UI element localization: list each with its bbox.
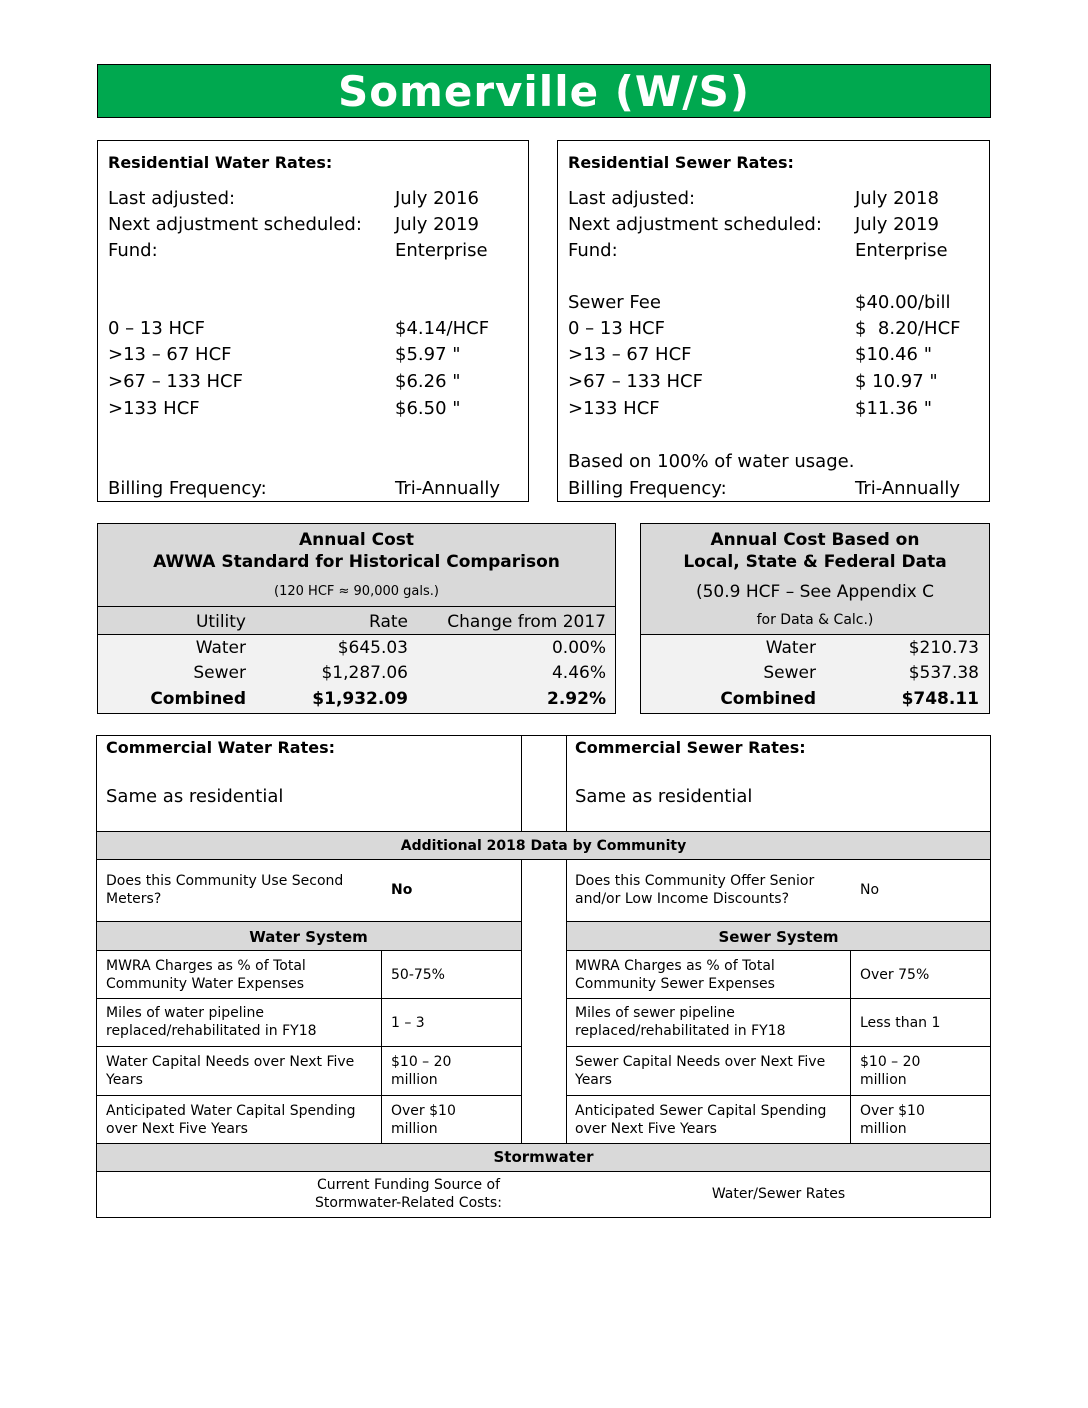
commercial-water-heading: Commercial Water Rates: [106, 738, 336, 757]
sewer-next-adjustment-value: July 2019 [855, 214, 939, 235]
commercial-additional-table [96, 735, 991, 1218]
awwa-header [98, 524, 615, 606]
awwa-row-utility: Water [195, 638, 246, 658]
local-row-utility: Sewer [763, 663, 816, 683]
water-fund-label: Fund: [108, 240, 158, 261]
residential-sewer-heading: Residential Sewer Rates: [568, 153, 794, 172]
commercial-water-text: Same as residential [106, 786, 284, 807]
sewer-usage-note: Based on 100% of water usage. [568, 451, 855, 472]
page-title: Somerville (W/S) [97, 64, 991, 118]
local-body [641, 635, 989, 713]
sewer-tier-rate: $11.36 " [855, 398, 932, 419]
water-row-question: Water Capital Needs over Next Five Years [106, 1054, 355, 1088]
divider [566, 735, 567, 831]
sewer-tier-rate: $10.46 " [855, 344, 932, 365]
divider [96, 859, 991, 860]
local-row-value: $537.38 [908, 663, 979, 683]
awwa-row-utility: Sewer [193, 663, 246, 683]
awwa-title: Annual Cost [298, 530, 415, 550]
sewer-tier-label: >67 – 133 HCF [568, 371, 703, 392]
water-tier-rate: $6.26 " [395, 371, 461, 392]
awwa-row-rate: $1,287.06 [321, 663, 408, 683]
sewer-row-answer: $10 – 20 million [860, 1054, 921, 1088]
local-title-line2: Local, State & Federal Data [683, 552, 947, 572]
divider [96, 1171, 991, 1172]
divider [566, 921, 991, 922]
sewer-billing-frequency-label: Billing Frequency: [568, 478, 727, 499]
water-row-answer: 1 – 3 [391, 1015, 425, 1031]
divider [521, 859, 522, 1143]
discounts-answer: No [860, 882, 880, 898]
divider [96, 1143, 991, 1144]
sewer-tier-label: 0 – 13 HCF [568, 318, 665, 339]
water-system-heading: Water System [249, 928, 368, 946]
awwa-row-rate: $645.03 [337, 638, 408, 658]
stormwater-answer: Water/Sewer Rates [711, 1186, 846, 1202]
col-change: Change from 2017 [447, 612, 606, 632]
local-row-value: $748.11 [901, 689, 979, 709]
local-row-value: $210.73 [908, 638, 979, 658]
awwa-body [98, 635, 615, 713]
water-row-answer: Over $10 million [391, 1103, 456, 1137]
divider [521, 735, 522, 831]
water-tier-label: 0 – 13 HCF [108, 318, 205, 339]
water-row-question: MWRA Charges as % of Total Community Water Expenses [106, 958, 306, 992]
sewer-fund-value: Enterprise [855, 240, 948, 261]
divider [96, 1095, 521, 1096]
awwa-row-rate: $1,932.09 [312, 689, 408, 709]
water-row-answer: $10 – 20 million [391, 1054, 452, 1088]
col-utility: Utility [195, 612, 246, 632]
sewer-row-question: MWRA Charges as % of Total Community Sewer Expenses [575, 958, 775, 992]
discounts-question: Does this Community Offer Senior and/or Low Income Discounts? [575, 873, 815, 907]
sewer-tier-label: >13 – 67 HCF [568, 344, 692, 365]
col-rate: Rate [369, 612, 408, 632]
sewer-tier-rate: $ 10.97 " [855, 371, 938, 392]
residential-sewer-rates-box [557, 140, 990, 502]
sewer-fund-label: Fund: [568, 240, 618, 261]
water-tier-rate: $6.50 " [395, 398, 461, 419]
awwa-subtitle-heading: AWWA Standard for Historical Comparison [153, 552, 560, 572]
divider [96, 998, 521, 999]
annual-cost-local-table [640, 523, 990, 714]
annual-cost-awwa-table [97, 523, 616, 714]
water-billing-frequency-value: Tri-Annually [395, 478, 501, 499]
divider [566, 950, 991, 951]
divider [566, 1046, 991, 1047]
local-row-utility: Combined [720, 689, 816, 709]
sewer-tier-label: >133 HCF [568, 398, 660, 419]
sewer-last-adjusted-label: Last adjusted: [568, 188, 696, 209]
sewer-row-question: Anticipated Sewer Capital Spending over Next Five Years [575, 1103, 827, 1137]
water-row-question: Anticipated Water Capital Spending over Next Five Years [106, 1103, 356, 1137]
sewer-fee-label: Sewer Fee [568, 292, 661, 313]
water-row-question: Miles of water pipeline replaced/rehabilitated in FY18 [106, 1005, 317, 1039]
second-meters-answer: No [391, 882, 413, 898]
sewer-last-adjusted-value: July 2018 [855, 188, 939, 209]
commercial-sewer-text: Same as residential [575, 786, 753, 807]
divider [566, 859, 567, 1143]
awwa-row-utility: Combined [150, 689, 246, 709]
sewer-row-answer: Over 75% [860, 967, 930, 983]
local-header [641, 524, 989, 635]
local-title: Annual Cost Based on [710, 530, 920, 550]
water-fund-value: Enterprise [395, 240, 488, 261]
awwa-row-change: 2.92% [547, 689, 606, 709]
sewer-next-adjustment-label: Next adjustment scheduled: [568, 214, 822, 235]
divider [566, 998, 991, 999]
sewer-row-question: Sewer Capital Needs over Next Five Years [575, 1054, 826, 1088]
sewer-row-answer: Over $10 million [860, 1103, 925, 1137]
water-tier-label: >13 – 67 HCF [108, 344, 232, 365]
awwa-column-headers [98, 606, 615, 635]
water-last-adjusted-value: July 2016 [395, 188, 479, 209]
awwa-row-change: 0.00% [551, 638, 606, 658]
water-tier-rate: $5.97 " [395, 344, 461, 365]
water-tier-label: >133 HCF [108, 398, 200, 419]
sewer-fee-value: $40.00/bill [855, 292, 951, 313]
divider [96, 950, 521, 951]
stormwater-question: Current Funding Source of Stormwater-Related Costs: [315, 1177, 502, 1211]
divider [96, 921, 521, 922]
second-meters-question: Does this Community Use Second Meters? [106, 873, 344, 907]
additional-data-heading: Additional 2018 Data by Community [400, 838, 687, 854]
water-tier-rate: $4.14/HCF [395, 318, 490, 339]
local-usage-note: (50.9 HCF – See Appendix C [695, 582, 935, 602]
sewer-billing-frequency-value: Tri-Annually [855, 478, 961, 499]
local-usage-note-line2: for Data & Calc.) [756, 612, 874, 628]
water-next-adjustment-value: July 2019 [395, 214, 479, 235]
local-row-utility: Water [765, 638, 816, 658]
awwa-row-change: 4.46% [551, 663, 606, 683]
commercial-sewer-heading: Commercial Sewer Rates: [575, 738, 806, 757]
sewer-row-question: Miles of sewer pipeline replaced/rehabilitated in FY18 [575, 1005, 786, 1039]
divider [381, 950, 382, 1143]
water-row-answer: 50-75% [391, 967, 445, 983]
water-billing-frequency-label: Billing Frequency: [108, 478, 267, 499]
sewer-system-heading: Sewer System [718, 928, 839, 946]
divider [96, 831, 991, 832]
stormwater-heading: Stormwater [493, 1148, 594, 1166]
residential-water-heading: Residential Water Rates: [108, 153, 333, 172]
divider [850, 950, 851, 1143]
water-next-adjustment-label: Next adjustment scheduled: [108, 214, 362, 235]
residential-water-rates-box [97, 140, 529, 502]
divider [96, 1046, 521, 1047]
water-last-adjusted-label: Last adjusted: [108, 188, 236, 209]
sewer-row-answer: Less than 1 [860, 1015, 941, 1031]
water-tier-label: >67 – 133 HCF [108, 371, 243, 392]
divider [566, 1095, 991, 1096]
awwa-usage-note: (120 HCF ≈ 90,000 gals.) [274, 584, 439, 599]
sewer-tier-rate: $ 8.20/HCF [855, 318, 961, 339]
